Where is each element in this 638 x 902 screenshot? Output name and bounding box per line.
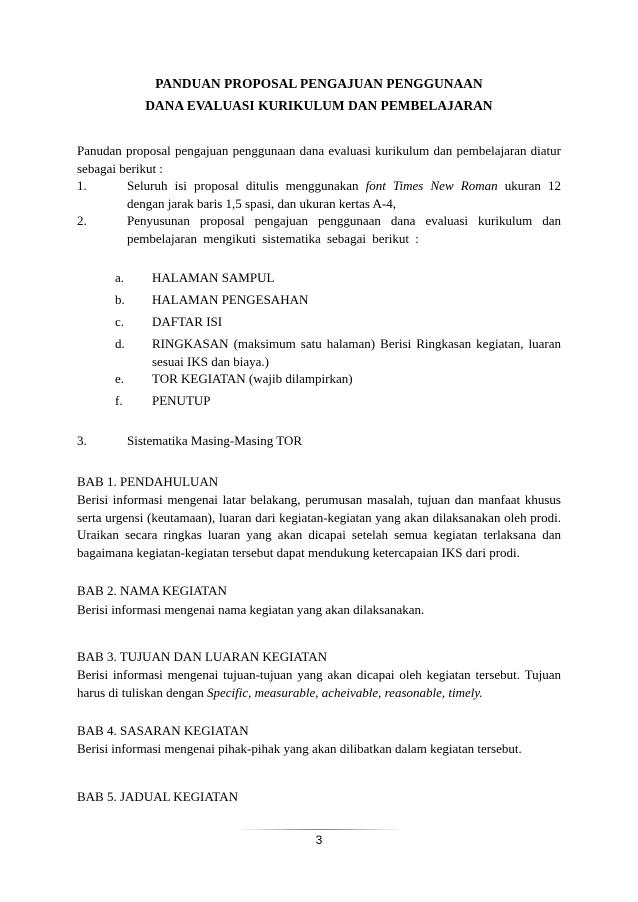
list-text: Penyusunan proposal pengajuan penggunaan dana evaluasi kurikulum dan pembelajaran mengikuti sistematika sebagai berikut : [127, 213, 561, 246]
section-heading-bab-4: BAB 4. SASARAN KEGIATAN [77, 723, 249, 738]
section-heading-bab-3: BAB 3. TUJUAN DAN LUARAN KEGIATAN [77, 649, 328, 664]
section-heading-bab-2: BAB 2. NAMA KEGIATAN [77, 583, 227, 598]
section-body-bab-2: Berisi informasi mengenai nama kegiatan yang akan dilaksanakan. [77, 602, 425, 617]
list-text: Sistematika Masing-Masing TOR [127, 433, 303, 448]
section-body-bab-3: Berisi informasi mengenai tujuan-tujuan yang akan dicapai oleh kegiatan tersebut. Tujuan harus di tuliskan dengan Specific, measurable, acheivable, reasonable, timely. [77, 667, 561, 700]
list-text: Seluruh isi proposal ditulis menggunakan font Times New Roman ukuran 12 dengan jarak baris 1,5 spasi, dan ukuran kertas A-4, [127, 178, 561, 211]
section-heading-bab-1: BAB 1. PENDAHULUAN [77, 474, 219, 489]
section-heading-bab-5: BAB 5. JADUAL KEGIATAN [77, 789, 238, 804]
document-title-line-1: PANDUAN PROPOSAL PENGAJUAN PENGGUNAAN [155, 76, 483, 91]
section-body-bab-4: Berisi informasi mengenai pihak-pihak yang akan dilibatkan dalam kegiatan tersebut. [77, 741, 522, 756]
list-number: 1. [77, 178, 87, 193]
page-number: 3 [315, 833, 323, 847]
list-number: 2. [77, 213, 87, 228]
document-page: PANDUAN PROPOSAL PENGAJUAN PENGGUNAAN DANA EVALUASI KURIKULUM DAN PEMBELAJARAN Panudan proposal pengajuan penggunaan dana evaluasi kurikulum dan pembelajaran diatur sebagai berikut : 1. Seluruh isi proposal ditulis menggunakan font Times New Roman ukuran 12 dengan jarak baris 1,5 spasi, dan ukuran kertas A-4, 2. Penyusunan proposal pengajuan penggunaan dana evaluasi kurikulum dan pembelajaran mengikuti sistematika sebagai berikut : a. HALAMAN SAMPUL b. HALAMAN PENGESAHAN c. DAFTAR ISI d. RINGKASAN (maksimum satu halaman) Berisi Ringkasan kegiatan, luaran sesuai IKS dan biaya.) e. TOR KEGIATAN (wajib dilampirkan) f. PENUTUP 3. Sistematika Masing-Masing TOR BAB 1. PENDAHULUAN Berisi informasi mengenai latar belakang, perumusan masalah, tujuan dan manfaat khusus serta urgensi (keutamaan), luaran dari kegiatan-kegiatan yang akan dilaksanakan oleh prodi. Uraikan secara ringkas luaran yang akan dicapai setelah semua kegiatan terlaksana dan bagaimana kegiatan-kegiatan tersebut dapat mendukung ketercapaian IKS dari prodi. BAB 2. NAMA KEGIATAN Berisi informasi mengenai nama kegiatan yang akan dilaksanakan. BAB 3. TUJUAN DAN LUARAN KEGIATAN Berisi informasi mengenai tujuan-tujuan yang akan dicapai oleh kegiatan tersebut. Tujuan harus di tuliskan dengan Specific, measurable, acheivable, reasonable, timely. BAB 4. SASARAN KEGIATAN Berisi informasi mengenai pihak-pihak yang akan dilibatkan dalam kegiatan tersebut. BAB 5. JADUAL KEGIATAN 3 [0, 0, 638, 902]
list-number: 3. [77, 433, 87, 448]
intro-paragraph: Panudan proposal pengajuan penggunaan dana evaluasi kurikulum dan pembelajaran diatur sebagai berikut : [77, 143, 561, 176]
section-body-bab-1: Berisi informasi mengenai latar belakang, perumusan masalah, tujuan dan manfaat khusus serta urgensi (keutamaan), luaran dari kegiatan-kegiatan yang akan dilaksanakan oleh prodi. Uraikan secara ringkas luaran yang akan dicapai setelah semua kegiatan terlaksana dan bagaimana kegiatan-kegiatan tersebut dapat mendukung ketercapaian IKS dari prodi. [77, 492, 561, 560]
document-title-line-2: DANA EVALUASI KURIKULUM DAN PEMBELAJARAN [145, 98, 493, 113]
footer-divider [235, 829, 405, 830]
